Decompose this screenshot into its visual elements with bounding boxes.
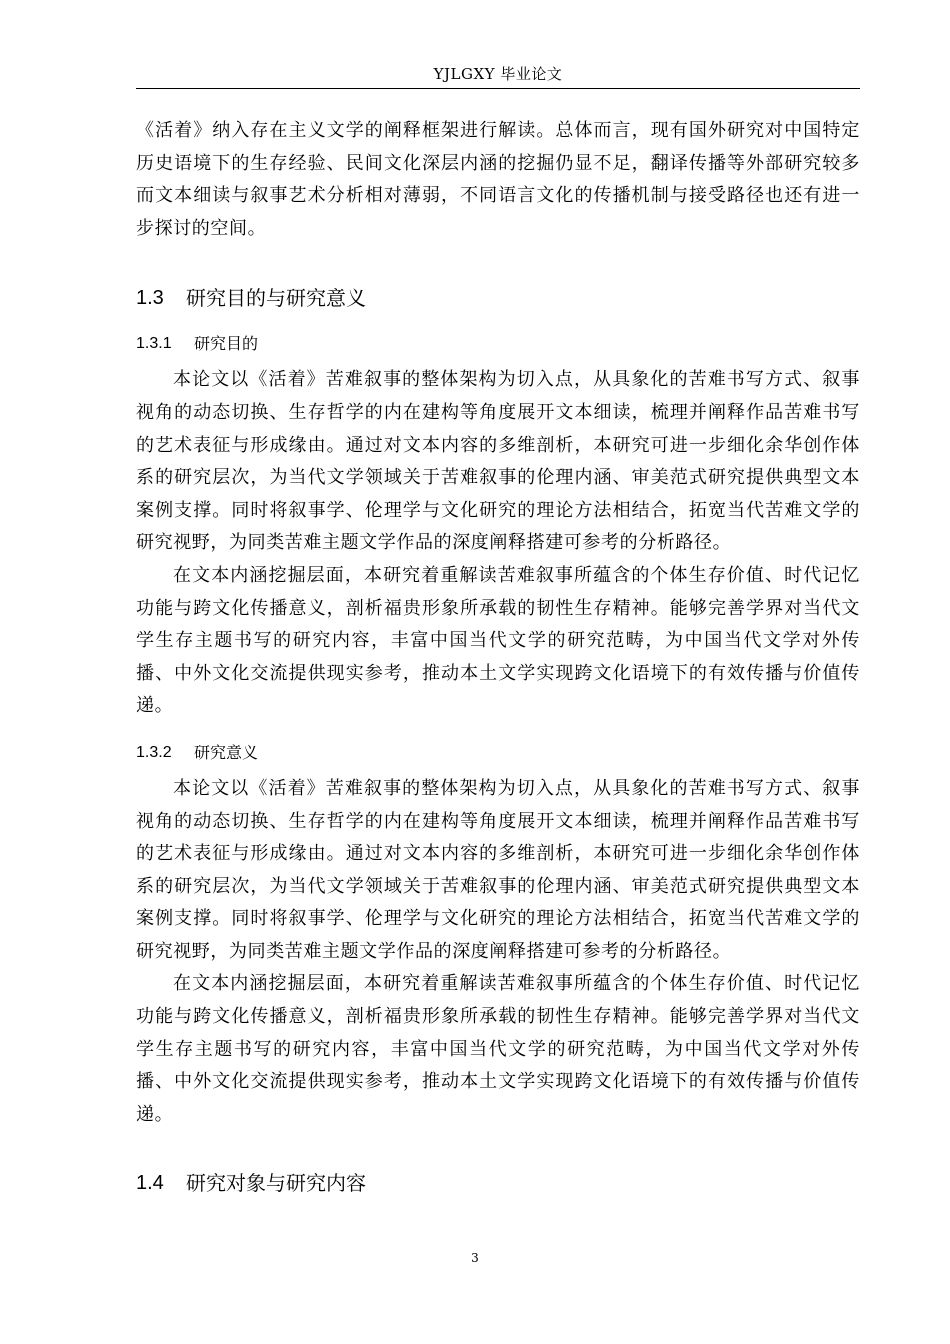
intro-paragraph: 《活着》纳入存在主义文学的阐释框架进行解读。总体而言，现有国外研究对中国特定历史语境下的生存经验、民间文化深层内涵的挖掘仍显不足，翻译传播等外部研究较多而文本细读与叙事艺术分析相对薄弱，不同语言文化的传播机制与接受路径也还有进一步探讨的空间。 — [136, 120, 860, 239]
page-content — [136, 115, 860, 1197]
section-number: 1.4 — [136, 1172, 164, 1195]
subsection-body — [136, 773, 860, 1132]
running-header: YJLGXY 毕业论文 — [433, 65, 563, 83]
subsection-title: 研究目的 — [194, 334, 259, 354]
body-paragraph: 本论文以《活着》苦难叙事的整体架构为切入点，从具象化的苦难书写方式、叙事视角的动态切换、生存哲学的内在建构等角度展开文本细读，梳理并阐释作品苦难书写的艺术表征与形成缘由。通过对文本内容的多维剖析，本研究可进一步细化余华创作体系的研究层次，为当代文学领域关于苦难叙事的伦理内涵、审美范式研究提供典型文本案例支撑。同时将叙事学、伦理学与文化研究的理论方法相结合，拓宽当代苦难文学的研究视野，为同类苦难主题文学作品的深度阐释搭建可参考的分析路径。 — [136, 369, 860, 554]
section-heading-1-4 — [136, 1169, 860, 1197]
section-title: 研究目的与研究意义 — [186, 286, 366, 311]
subsection-number: 1.3.2 — [136, 743, 172, 761]
section-title: 研究对象与研究内容 — [186, 1171, 366, 1196]
page-number: 3 — [471, 1251, 479, 1265]
body-paragraph: 在文本内涵挖掘层面，本研究着重解读苦难叙事所蕴含的个体生存价值、时代记忆功能与跨文化传播意义，剖析福贵形象所承载的韧性生存精神。能够完善学界对当代文学生存主题书写的研究内容，丰富中国当代文学的研究范畴，为中国当代文学对外传播、中外文化交流提供现实参考，推动本土文学实现跨文化语境下的有效传播与价值传递。 — [136, 973, 860, 1125]
subsection-body — [136, 364, 860, 723]
header-rule — [136, 88, 860, 89]
subsection-title: 研究意义 — [194, 742, 259, 762]
section-number: 1.3 — [136, 287, 164, 310]
subsection-number: 1.3.1 — [136, 335, 172, 353]
section-heading-1-3 — [136, 284, 860, 312]
subsection-heading-1-3-1 — [136, 332, 860, 356]
body-paragraph: 在文本内涵挖掘层面，本研究着重解读苦难叙事所蕴含的个体生存价值、时代记忆功能与跨文化传播意义，剖析福贵形象所承载的韧性生存精神。能够完善学界对当代文学生存主题书写的研究内容，丰富中国当代文学的研究范畴，为中国当代文学对外传播、中外文化交流提供现实参考，推动本土文学实现跨文化语境下的有效传播与价值传递。 — [136, 564, 860, 717]
subsection-heading-1-3-2 — [136, 741, 860, 765]
body-paragraph: 本论文以《活着》苦难叙事的整体架构为切入点，从具象化的苦难书写方式、叙事视角的动态切换、生存哲学的内在建构等角度展开文本细读，梳理并阐释作品苦难书写的艺术表征与形成缘由。通过对文本内容的多维剖析，本研究可进一步细化余华创作体系的研究层次，为当代文学领域关于苦难叙事的伦理内涵、审美范式研究提供典型文本案例支撑。同时将叙事学、伦理学与文化研究的理论方法相结合，拓宽当代苦难文学的研究视野，为同类苦难主题文学作品的深度阐释搭建可参考的分析路径。 — [136, 777, 860, 962]
